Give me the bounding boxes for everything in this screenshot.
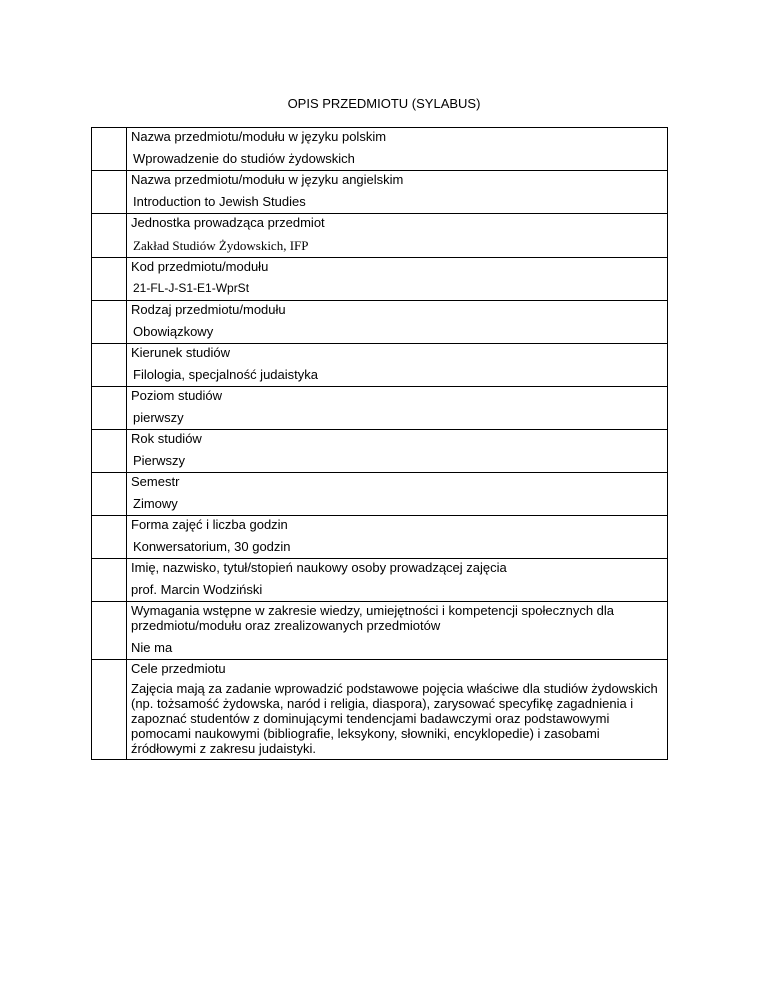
syllabus-table	[91, 127, 668, 760]
table-row	[92, 516, 668, 559]
table-row	[92, 258, 668, 301]
row-content-cell	[127, 214, 668, 258]
table-row	[92, 171, 668, 214]
field-label: Imię, nazwisko, tytuł/stopień naukowy osoby prowadzącej zajęcia	[131, 560, 507, 575]
row-number-cell	[92, 473, 127, 516]
field-label: Nazwa przedmiotu/modułu w języku polskim	[131, 129, 387, 144]
field-value: Nie ma	[131, 640, 173, 655]
table-row	[92, 430, 668, 473]
row-number-cell	[92, 171, 127, 214]
row-number-cell	[92, 387, 127, 430]
row-number-cell	[92, 301, 127, 344]
row-number-cell	[92, 602, 127, 660]
field-label: Poziom studiów	[131, 388, 223, 403]
field-value: Zakład Studiów Żydowskich, IFP	[133, 238, 309, 253]
field-value: Filologia, specjalność judaistyka	[133, 367, 318, 382]
row-content-cell	[127, 387, 668, 430]
row-number-cell	[92, 258, 127, 301]
field-label: Rodzaj przedmiotu/modułu	[131, 302, 286, 317]
field-value: Pierwszy	[133, 453, 186, 468]
field-value: Konwersatorium, 30 godzin	[133, 539, 291, 554]
field-value: Introduction to Jewish Studies	[133, 194, 306, 209]
table-row	[92, 473, 668, 516]
row-number-cell	[92, 516, 127, 559]
row-content-cell	[127, 660, 668, 760]
row-number-cell	[92, 660, 127, 760]
field-label: Wymagania wstępne w zakresie wiedzy, umiejętności i kompetencji społecznych dla przedmiotu/modułu oraz zrealizowanych przedmiotów	[131, 603, 615, 633]
row-content-cell	[127, 473, 668, 516]
field-value: prof. Marcin Wodziński	[131, 582, 263, 597]
field-value: Obowiązkowy	[133, 324, 214, 339]
field-label: Semestr	[131, 474, 180, 489]
row-content-cell	[127, 301, 668, 344]
field-value: Zimowy	[133, 496, 178, 511]
field-label: Jednostka prowadząca przedmiot	[131, 215, 325, 230]
field-label: Nazwa przedmiotu/modułu w języku angielskim	[131, 172, 404, 187]
table-row	[92, 559, 668, 602]
field-value: 21-FL-J-S1-E1-WprSt	[133, 281, 250, 295]
row-content-cell	[127, 258, 668, 301]
row-number-cell	[92, 344, 127, 387]
row-content-cell	[127, 559, 668, 602]
row-content-cell	[127, 516, 668, 559]
table-row	[92, 660, 668, 760]
row-number-cell	[92, 430, 127, 473]
row-content-cell	[127, 128, 668, 171]
field-label: Kod przedmiotu/modułu	[131, 259, 269, 274]
field-label: Forma zajęć i liczba godzin	[131, 517, 288, 532]
row-content-cell	[127, 344, 668, 387]
table-row	[92, 128, 668, 171]
table-row	[92, 387, 668, 430]
table-row	[92, 301, 668, 344]
table-row	[92, 214, 668, 258]
field-value: Zajęcia mają za zadanie wprowadzić podstawowe pojęcia właściwe dla studiów żydowskich (np. tożsamość żydowska, naród i religia, diaspora), zarysować specyfikę zagadnienia i zapoznać studentów z dominującymi tendencjami badawczymi oraz podstawowymi pomocami naukowymi (bibliografie, leksykony, słowniki, encyklopedie) i zasobami źródłowymi z zakresu judaistyki.	[131, 681, 658, 756]
field-value: Wprowadzenie do studiów żydowskich	[133, 151, 355, 166]
row-number-cell	[92, 214, 127, 258]
table-row	[92, 602, 668, 660]
row-number-cell	[92, 128, 127, 171]
table-row	[92, 344, 668, 387]
document-title: OPIS PRZEDMIOTU (SYLABUS)	[287, 96, 481, 111]
row-content-cell	[127, 171, 668, 214]
field-label: Rok studiów	[131, 431, 202, 446]
field-value: pierwszy	[133, 410, 184, 425]
field-label: Kierunek studiów	[131, 345, 230, 360]
row-content-cell	[127, 602, 668, 660]
row-number-cell	[92, 559, 127, 602]
row-content-cell	[127, 430, 668, 473]
field-label: Cele przedmiotu	[131, 661, 226, 676]
